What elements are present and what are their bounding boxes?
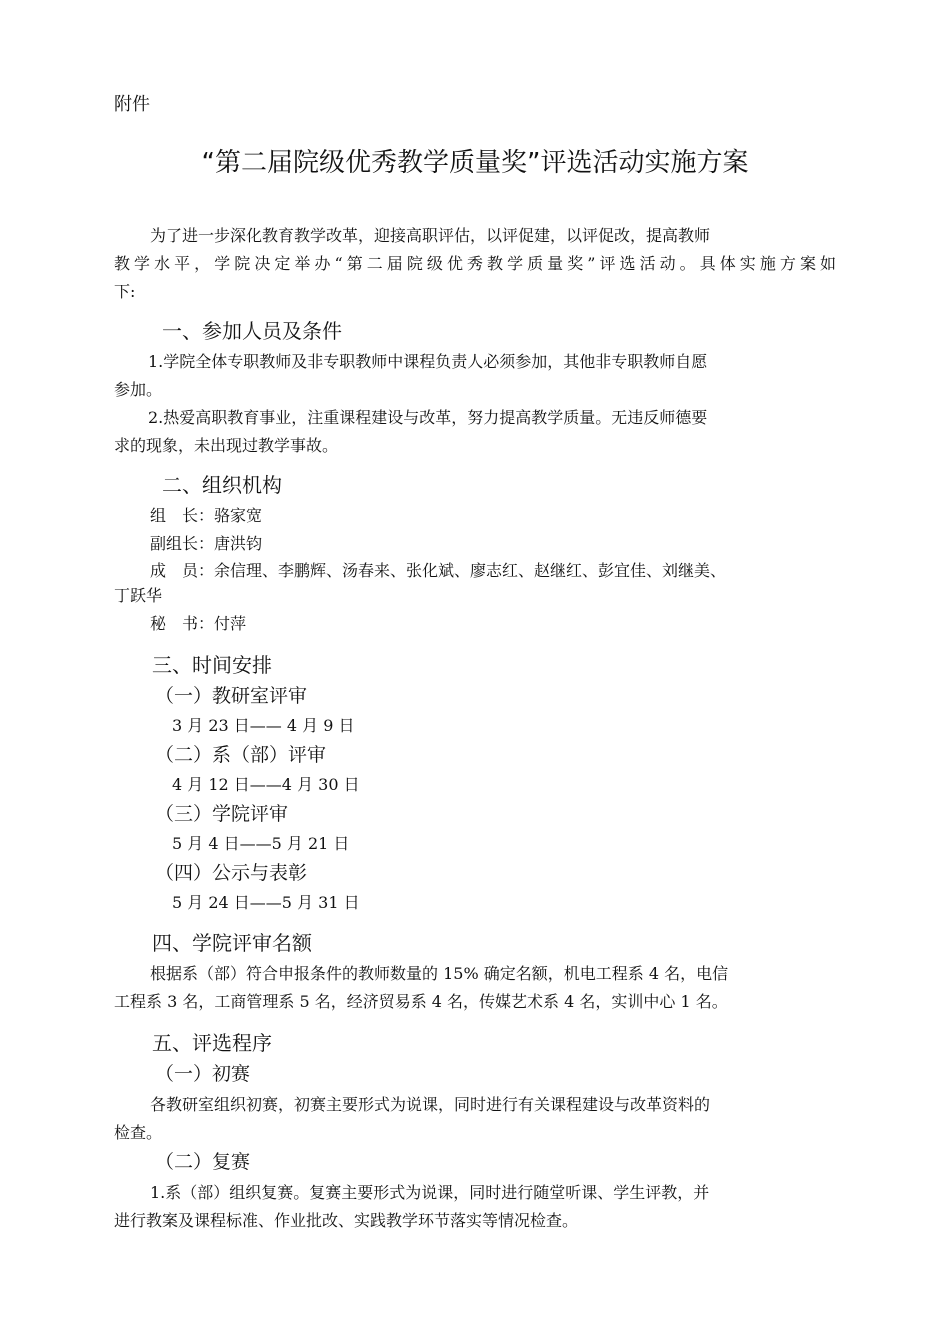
- attachment-label: 附件: [114, 94, 150, 115]
- section-3-sub-3: （三）学院评审: [155, 803, 289, 825]
- section-5-sub-2-line-1: 1.系（部）组织复赛。复赛主要形式为说课，同时进行随堂听课、学生评教，并: [150, 1183, 710, 1202]
- section-5-sub-1-line-2: 检查。: [114, 1123, 163, 1142]
- section-4-line-1: 根据系（部）符合申报条件的教师数量的 15% 确定名额，机电工程系 4 名，电信: [150, 964, 729, 983]
- section-5-sub-2: （二）复赛: [155, 1151, 251, 1173]
- section-1-item-2-line-2: 求的现象，未出现过教学事故。: [114, 436, 339, 455]
- section-3-date-1: 3 月 23 日—— 4 月 9 日: [172, 716, 355, 735]
- section-2-heading: 二、组织机构: [162, 473, 282, 497]
- leader-line: 组 长：骆家宽: [150, 506, 263, 525]
- intro-line-2: 教学水平，学院决定举办“第二届院级优秀教学质量奖”评选活动。具体实施方案如: [114, 254, 836, 273]
- section-3-date-2: 4 月 12 日——4 月 30 日: [172, 775, 360, 794]
- section-5-sub-1-line-1: 各教研室组织初赛，初赛主要形式为说课，同时进行有关课程建设与改革资料的: [150, 1095, 711, 1114]
- intro-line-1: 为了进一步深化教育教学改革，迎接高职评估，以评促建，以评促改，提高教师: [150, 226, 711, 245]
- section-1-heading: 一、参加人员及条件: [162, 319, 342, 343]
- document-title: “第二届院级优秀教学质量奖”评选活动实施方案: [201, 148, 749, 178]
- section-4-line-2: 工程系 3 名，工商管理系 5 名，经济贸易系 4 名，传媒艺术系 4 名，实训中心 1 名。: [114, 992, 728, 1011]
- section-3-heading: 三、时间安排: [152, 653, 272, 677]
- members-line-1: 成 员：余信理、李鹏辉、汤春来、张化斌、廖志红、赵继红、彭宜佳、刘继美、: [150, 561, 727, 580]
- section-3-sub-2: （二）系（部）评审: [155, 744, 327, 766]
- section-3-sub-4: （四）公示与表彰: [155, 862, 308, 884]
- section-1-item-1-line-2: 参加。: [114, 380, 163, 399]
- section-4-heading: 四、学院评审名额: [152, 931, 312, 955]
- section-3-date-4: 5 月 24 日——5 月 31 日: [172, 893, 360, 912]
- section-1-item-2-line-1: 2.热爱高职教育事业，注重课程建设与改革，努力提高教学质量。无违反师德要: [148, 408, 708, 427]
- section-5-sub-2-line-2: 进行教案及课程标准、作业批改、实践教学环节落实等情况检查。: [114, 1211, 579, 1230]
- secretary-line: 秘 书：付萍: [150, 614, 247, 633]
- intro-line-3: 下:: [114, 282, 136, 301]
- section-5-heading: 五、评选程序: [152, 1031, 272, 1055]
- section-5-sub-1: （一）初赛: [155, 1063, 251, 1085]
- section-3-date-3: 5 月 4 日——5 月 21 日: [172, 834, 350, 853]
- section-3-sub-1: （一）教研室评审: [155, 685, 308, 707]
- members-line-2: 丁跃华: [114, 586, 163, 605]
- deputy-line: 副组长：唐洪钧: [150, 534, 263, 553]
- section-1-item-1-line-1: 1.学院全体专职教师及非专职教师中课程负责人必须参加，其他非专职教师自愿: [148, 352, 708, 371]
